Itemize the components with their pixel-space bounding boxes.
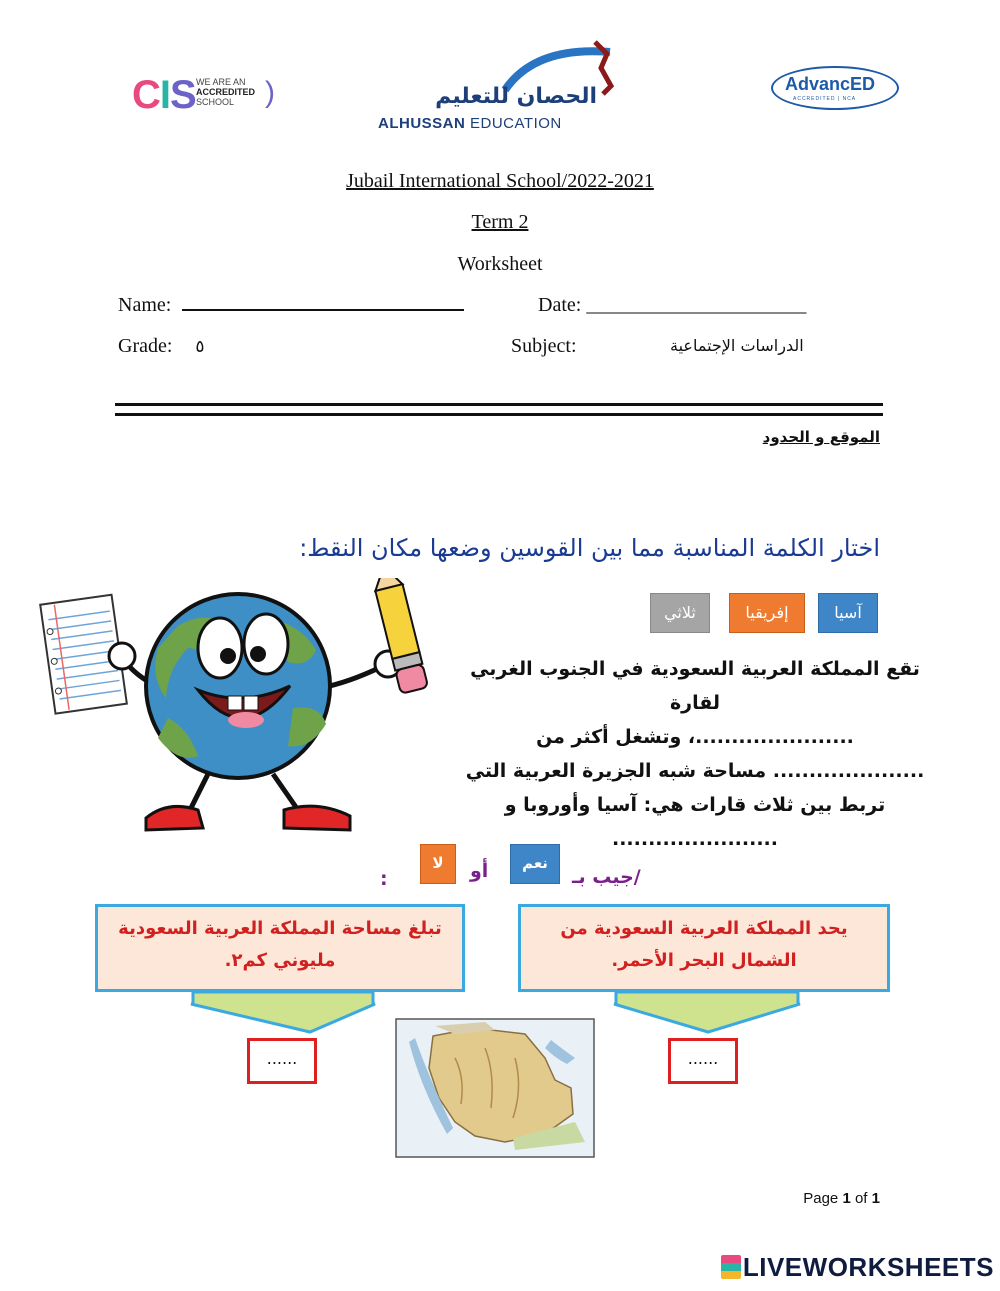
fill-paragraph [460, 652, 930, 856]
globe-cartoon-icon [38, 578, 438, 840]
term-label: Term 2 [471, 211, 529, 233]
header-divider [115, 403, 883, 416]
choice-africa: إفريقيا [729, 593, 805, 633]
advanced-name: AdvancED [785, 74, 876, 94]
pencil-icon [370, 578, 428, 694]
cis-line2: ACCREDITED [196, 87, 256, 97]
cis-line1: WE ARE AN [196, 77, 246, 87]
alhussan-english-name: ALHUSSAN EDUCATION [378, 115, 562, 132]
advanced-logo [771, 66, 903, 116]
cis-logo [132, 70, 282, 120]
name-label: Name: [118, 294, 172, 316]
answer-or: أو [470, 860, 489, 882]
date-input[interactable]: ______________________ [586, 294, 807, 316]
page-number: Page 1 of 1 [803, 1190, 880, 1207]
subject-value: الدراسات الإجتماعية [670, 336, 804, 355]
name-input[interactable] [182, 295, 464, 311]
answer-yes-chip: نعم [510, 844, 560, 884]
liveworksheets-brand: LIVEWORKSHEETS [721, 1252, 994, 1283]
paragraph-line-4: تربط بين ثلاث قارات هي: آسيا وأوروبا و [504, 794, 886, 816]
cis-caption [196, 77, 255, 107]
paragraph-line-2[interactable]: ......................، وتشغل أكثر من [536, 726, 854, 748]
grade-label: Grade: [118, 335, 173, 357]
alhussan-arabic-name: الحصان للتعليم [435, 84, 597, 109]
school-title: Jubail International School/2022-2021 [346, 170, 654, 192]
saudi-map-icon [395, 1018, 595, 1158]
cis-paren-icon: ) [265, 76, 275, 109]
paragraph-line-1: تقع المملكة العربية السعودية في الجنوب الغربي لقارة [470, 658, 920, 714]
liveworksheets-logo-icon [721, 1255, 741, 1279]
date-label: Date: [538, 294, 582, 316]
name-row [118, 294, 464, 317]
topic-title: الموقع و الحدود [762, 428, 880, 446]
answer-box-right[interactable]: ...... [668, 1038, 738, 1084]
answer-box-left[interactable]: ...... [247, 1038, 317, 1084]
cis-mark: CIS [132, 73, 196, 117]
paragraph-line-5[interactable]: ....................... [611, 828, 778, 850]
grade-value: ٥ [195, 337, 205, 357]
choice-asia: آسيا [818, 593, 878, 633]
statement-left: تبلغ مساحة المملكة العربية السعودية مليوني كم٢. [95, 904, 465, 992]
doc-type: Worksheet [457, 253, 543, 275]
alhussan-logo [375, 38, 625, 134]
paragraph-line-3[interactable]: ..................... مساحة شبه الجزيرة العربية التي [465, 760, 925, 782]
choice-triple: ثلاثي [650, 593, 710, 633]
subject-label: Subject: [511, 335, 577, 357]
statement-right: يحد المملكة العربية السعودية من الشمال البحر الأحمر. [518, 904, 890, 992]
instruction-text: اختار الكلمة المناسبة مما بين القوسين وضعها مكان النقط: [299, 534, 880, 562]
answer-no-chip: لا [420, 844, 456, 884]
grade-row [118, 335, 205, 358]
advanced-subtitle: ACCREDITED | NCA [793, 96, 857, 102]
cis-line3: SCHOOL [196, 97, 235, 107]
answer-prompt-label: /جيب بـ [572, 866, 641, 888]
date-row [538, 294, 806, 317]
answer-colon: : [380, 868, 388, 890]
